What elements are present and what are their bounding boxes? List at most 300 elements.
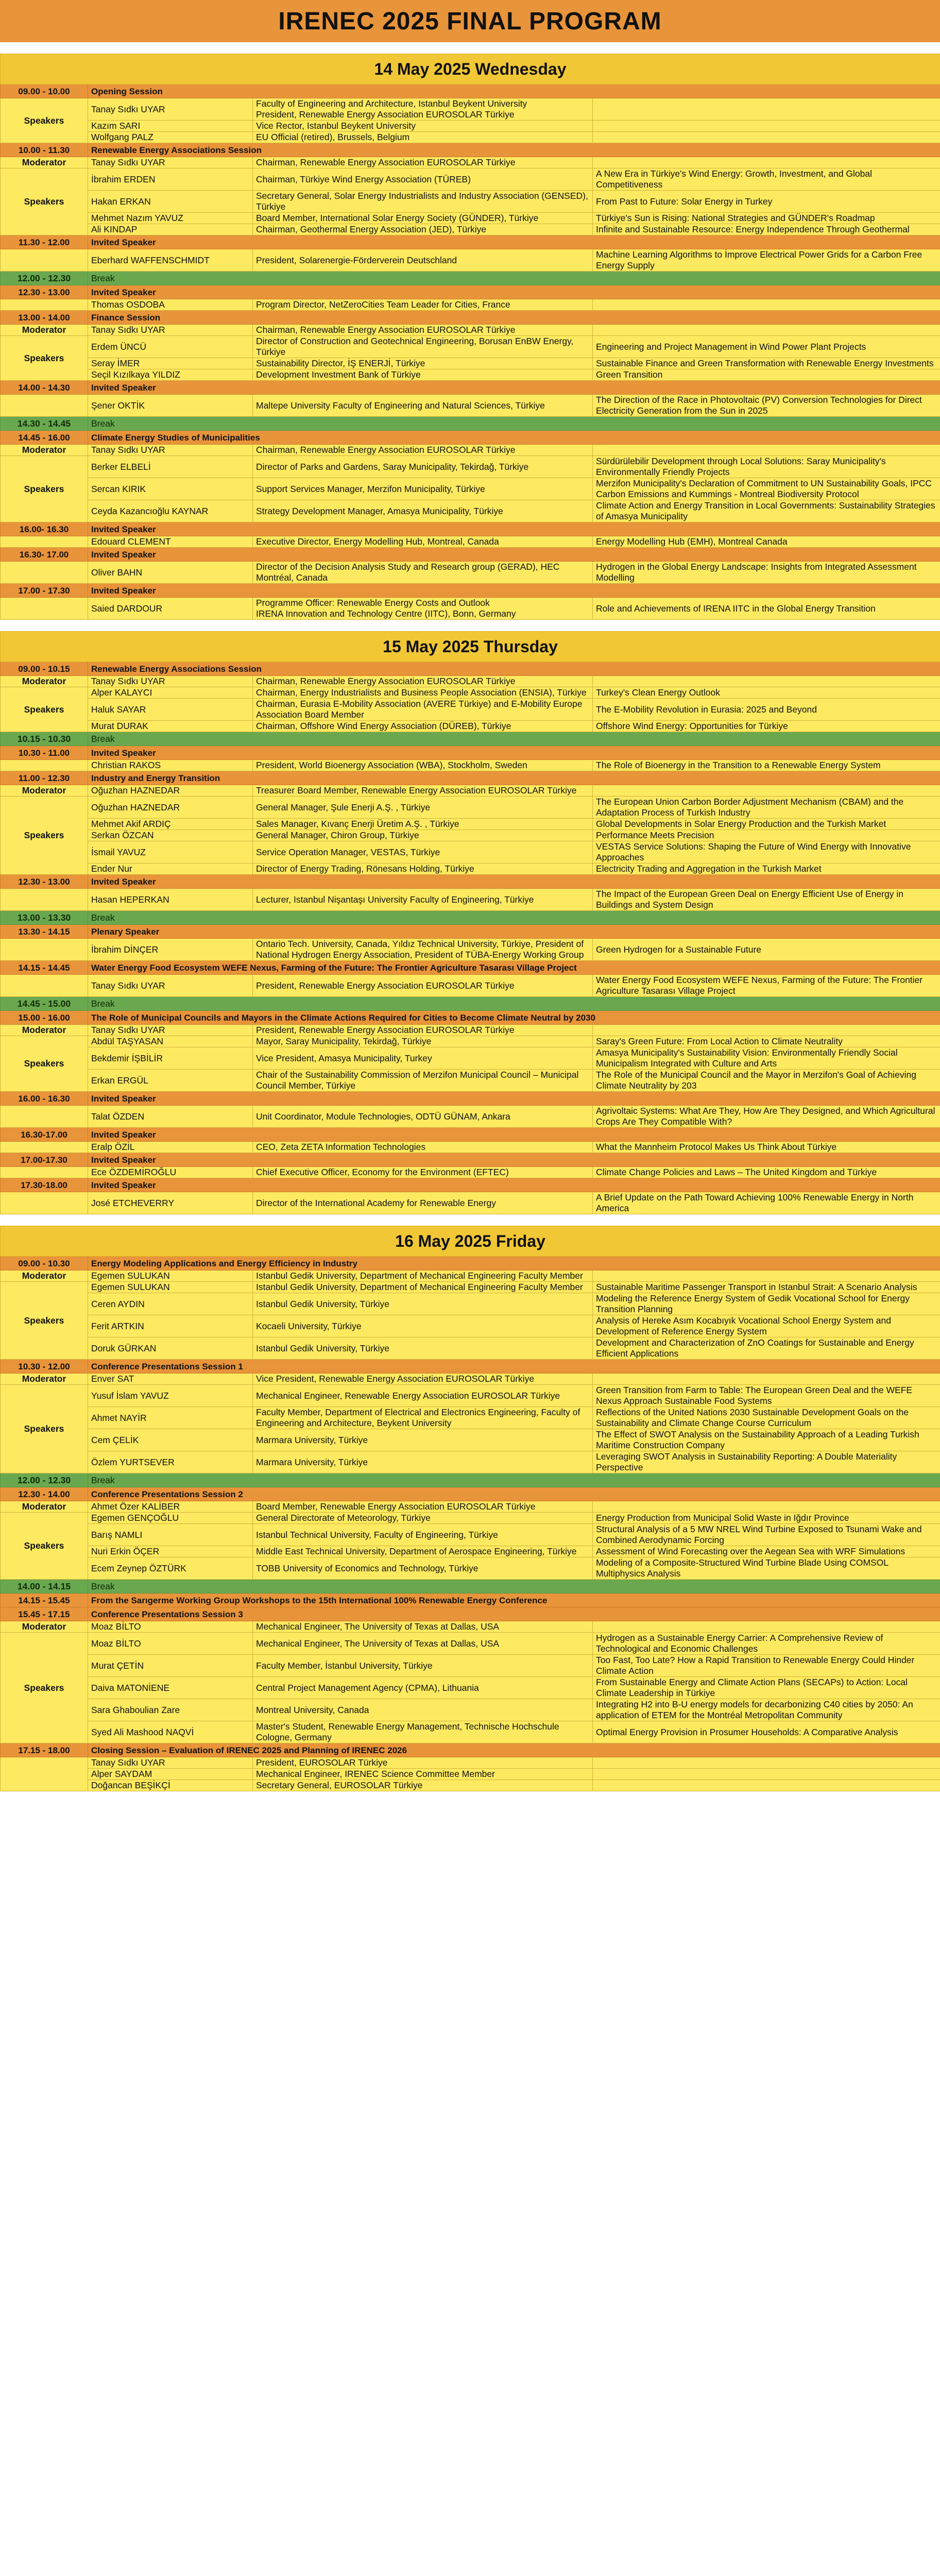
speaker-row [1,224,940,235]
speaker-name: José ETCHEVERRY [88,1192,253,1214]
session-name: Break [88,1580,940,1594]
speaker-affiliation: Director of Parks and Gardens, Saray Municipality, Tekirdağ, Türkiye [253,456,593,478]
talk-title: Hydrogen as a Sustainable Energy Carrier: A Comprehensive Review of Technological and Economic Challenges [593,1633,940,1655]
speaker-name: Sercan KIRIK [88,478,253,500]
talk-title: Sustainable Finance and Green Transformation with Renewable Energy Investments [593,358,940,369]
speaker-row [1,358,940,369]
speaker-affiliation: Faculty Member, Department of Electrical and Electronics Engineering, Faculty of Engineering and Architecture, Beykent University [253,1407,593,1429]
speaker-row [1,785,940,796]
speaker-row [1,191,940,213]
program-title: IRENEC 2025 FINAL PROGRAM [0,0,940,42]
session-header [1,1487,940,1501]
speaker-affiliation: Vice President, Amasya Municipality, Turkey [253,1047,593,1070]
speaker-affiliation: Director of the International Academy for Renewable Energy [253,1192,593,1214]
session-time: 14.45 - 15.00 [1,997,88,1011]
speaker-name: Alper KALAYCI [88,687,253,699]
session-header [1,381,940,395]
day-spacer [0,620,940,631]
session-name: Renewable Energy Associations Session [88,662,940,676]
talk-title: A Brief Update on the Path Toward Achieving 100% Renewable Energy in North America [593,1192,940,1214]
speaker-affiliation: Istanbul Gedik University, Türkiye [253,1337,593,1360]
role-label: Moderator [1,445,88,456]
speaker-affiliation: Unit Coordinator, Module Technologies, ODTÜ GÜNAM, Ankara [253,1106,593,1128]
speaker-name: Doğancan BEŞİKÇİ [88,1780,253,1791]
speaker-row [1,598,940,620]
program-days [0,42,940,1791]
talk-title-empty [593,1621,940,1633]
session-name: Plenary Speaker [88,925,940,939]
speaker-name: Tanay Sıdkı UYAR [88,676,253,687]
speaker-name: Eralp ÖZİL [88,1142,253,1153]
speaker-affiliation: Board Member, International Solar Energy Society (GÜNDER), Türkiye [253,213,593,224]
session-header [1,746,940,760]
talk-title: From Past to Future: Solar Energy in Turkey [593,191,940,213]
talk-title-empty [593,676,940,687]
role-label [1,1167,88,1178]
break-row [1,732,940,746]
speaker-row [1,1769,940,1780]
speaker-row [1,1546,940,1557]
session-time: 17.00-17.30 [1,1153,88,1167]
speaker-row [1,699,940,721]
talk-title: The Direction of the Race in Photovoltaic (PV) Conversion Technologies for Direct Electricity Generation from the Sun in 2025 [593,395,940,417]
speaker-name: Tanay Sıdkı UYAR [88,157,253,168]
speaker-name: Oliver BAHN [88,562,253,584]
session-name: Invited Speaker [88,1153,940,1167]
session-time: 12.00 - 12.30 [1,272,88,285]
session-header [1,1128,940,1142]
talk-title: Sustainable Maritime Passenger Transport in Istanbul Strait: A Scenario Analysis [593,1282,940,1293]
speaker-row [1,1621,940,1633]
speaker-name: Tanay Sıdkı UYAR [88,975,253,997]
talk-title-empty [593,121,940,132]
speaker-row [1,299,940,311]
speaker-name: Moaz BİLTO [88,1633,253,1655]
speaker-row [1,1557,940,1580]
speaker-row [1,478,940,500]
speaker-affiliation: Service Operation Manager, VESTAS, Türkiye [253,841,593,863]
talk-title: Optimal Energy Provision in Prosumer Households: A Comparative Analysis [593,1721,940,1743]
talk-title: VESTAS Service Solutions: Shaping the Future of Wind Energy with Innovative Approaches [593,841,940,863]
speaker-affiliation: Executive Director, Energy Modelling Hub, Montreal, Canada [253,536,593,548]
session-header [1,1092,940,1106]
role-label: Moderator [1,1501,88,1513]
session-name: Invited Speaker [88,746,940,760]
speaker-row [1,1106,940,1128]
speaker-name: Thomas OSDOBA [88,299,253,311]
speaker-affiliation: Maltepe University Faculty of Engineering and Natural Sciences, Türkiye [253,395,593,417]
speaker-affiliation: Development Investment Bank of Türkiye [253,369,593,381]
session-name: Break [88,1473,940,1487]
talk-title: Climate Action and Energy Transition in Local Governments: Sustainability Strategies of Amasya Municipality [593,500,940,522]
talk-title: Offshore Wind Energy: Opportunities for Türkiye [593,721,940,732]
speaker-name: Tanay Sıdkı UYAR [88,1025,253,1036]
speaker-name: Sara Ghaboulian Zare [88,1699,253,1721]
session-name: Finance Session [88,311,940,325]
session-header [1,143,940,157]
speaker-affiliation: Istanbul Gedik University, Department of Mechanical Engineering Faculty Member [253,1282,593,1293]
role-label: Speakers [1,687,88,732]
session-name: Break [88,272,940,285]
session-time: 16.30-17.00 [1,1128,88,1142]
speaker-affiliation: Istanbul Gedik University, Department of Mechanical Engineering Faculty Member [253,1270,593,1282]
speaker-row [1,1282,940,1293]
talk-title: Global Developments in Solar Energy Production and the Turkish Market [593,819,940,830]
talk-title-empty [593,98,940,121]
speaker-affiliation: Istanbul Gedik University, Türkiye [253,1293,593,1315]
talk-title: Infinite and Sustainable Resource: Energy Independence Through Geothermal [593,224,940,235]
speaker-row [1,369,940,381]
speaker-name: Tanay Sıdkı UYAR [88,98,253,121]
speaker-name: Syed Ali Mashood NAQVİ [88,1721,253,1743]
speaker-row [1,1757,940,1769]
speaker-name: Şener OKTİK [88,395,253,417]
talk-title: From Sustainable Energy and Climate Action Plans (SECAPs) to Action: Local Climate Leadership in Türkiye [593,1677,940,1699]
speaker-row [1,676,940,687]
session-header [1,285,940,299]
session-name: Invited Speaker [88,1092,940,1106]
speaker-row [1,157,940,168]
speaker-affiliation: Director of Construction and Geotechnical Engineering, Borusan EnBW Energy, Türkiye [253,336,593,358]
speaker-affiliation: President, Solarenergie-Förderverein Deutschland [253,249,593,272]
talk-title: Merzifon Municipality's Declaration of Commitment to UN Sustainability Goals, IPCC Carbon Emissions and Kummings - Montreal Biodiversity Protocol [593,478,940,500]
talk-title: Sürdürülebilir Development through Local Solutions: Saray Municipality's Environmentally Friendly Projects [593,456,940,478]
session-time: 14.15 - 15.45 [1,1594,88,1607]
speaker-row [1,1025,940,1036]
speaker-row [1,1451,940,1473]
role-label [1,975,88,997]
speaker-row [1,760,940,771]
session-name: Conference Presentations Session 1 [88,1360,940,1374]
speaker-row [1,1513,940,1524]
speaker-row [1,1070,940,1092]
speaker-name: Tanay Sıdkı UYAR [88,1757,253,1769]
speaker-affiliation: Marmara University, Türkiye [253,1451,593,1473]
day-heading: 15 May 2025 Thursday [1,632,940,662]
role-label: Moderator [1,1025,88,1036]
speaker-name: Egemen GENÇOĞLU [88,1513,253,1524]
session-time: 16.00 - 16.30 [1,1092,88,1106]
speaker-name: Erdem ÜNCÜ [88,336,253,358]
session-header [1,1607,940,1621]
day-table [0,54,940,620]
talk-title: Green Transition [593,369,940,381]
session-name: Conference Presentations Session 2 [88,1487,940,1501]
speaker-affiliation: Chairman, Renewable Energy Association EUROSOLAR Türkiye [253,676,593,687]
speaker-name: Egemen SULUKAN [88,1270,253,1282]
talk-title: Hydrogen in the Global Energy Landscape: Insights from Integrated Assessment Modelling [593,562,940,584]
session-time: 13.00 - 14.00 [1,311,88,325]
speaker-row [1,863,940,875]
speaker-row [1,1337,940,1360]
talk-title: A New Era in Türkiye's Wind Energy: Growth, Investment, and Global Competitiveness [593,168,940,191]
session-time: 13.00 - 13.30 [1,911,88,925]
session-name: Break [88,997,940,1011]
day-heading: 16 May 2025 Friday [1,1226,940,1257]
speaker-name: Ece ÖZDEMİROĞLU [88,1167,253,1178]
speaker-affiliation: Vice Rector, Istanbul Beykent University [253,121,593,132]
speaker-row [1,1429,940,1451]
session-name: Industry and Energy Transition [88,771,940,785]
session-time: 14.00 - 14.15 [1,1580,88,1594]
speaker-name: Ender Nur [88,863,253,875]
role-label [1,939,88,961]
talk-title-empty [593,157,940,168]
talk-title-empty [593,1270,940,1282]
role-label: Moderator [1,1621,88,1633]
speaker-row [1,1293,940,1315]
session-time: 16.00- 16.30 [1,522,88,536]
speaker-affiliation: General Manager, Şule Enerji A.Ş. , Türkiye [253,796,593,819]
session-time: 13.30 - 14.15 [1,925,88,939]
talk-title: Modeling the Reference Energy System of Gedik Vocational School for Energy Transition Planning [593,1293,940,1315]
speaker-row [1,721,940,732]
speaker-name: Berker ELBELİ [88,456,253,478]
session-time: 09.00 - 10.00 [1,84,88,98]
speaker-name: Seçil Kızılkaya YILDIZ [88,369,253,381]
speaker-row [1,500,940,522]
speaker-affiliation: Board Member, Renewable Energy Association EUROSOLAR Türkiye [253,1501,593,1513]
speaker-name: Talat ÖZDEN [88,1106,253,1128]
speaker-name: Ecem Zeynep ÖZTÜRK [88,1557,253,1580]
speaker-name: Murat DURAK [88,721,253,732]
session-time: 15.00 - 16.00 [1,1011,88,1025]
speaker-name: İbrahim ERDEN [88,168,253,191]
speaker-affiliation: TOBB University of Economics and Technology, Türkiye [253,1557,593,1580]
session-header [1,1153,940,1167]
speaker-affiliation: Kocaeli University, Türkiye [253,1315,593,1337]
role-label: Speakers [1,168,88,235]
speaker-row [1,687,940,699]
role-label: Speakers [1,1385,88,1473]
speaker-row [1,562,940,584]
speaker-name: Bekdemir İŞBİLİR [88,1047,253,1070]
session-name: Invited Speaker [88,522,940,536]
speaker-row [1,1699,940,1721]
speaker-affiliation: Chief Executive Officer, Economy for the Environment (EFTEC) [253,1167,593,1178]
speaker-affiliation: Montreal University, Canada [253,1699,593,1721]
speaker-row [1,796,940,819]
session-time: 09.00 - 10.30 [1,1257,88,1270]
speaker-row [1,819,940,830]
talk-title: Reflections of the United Nations 2030 Sustainable Development Goals on the Sustainability and Climate Change Course Curriculum [593,1407,940,1429]
speaker-affiliation: Chairman, Renewable Energy Association EUROSOLAR Türkiye [253,445,593,456]
session-header [1,771,940,785]
session-header [1,522,940,536]
speaker-affiliation: CEO, Zeta ZETA Information Technologies [253,1142,593,1153]
session-name: Climate Energy Studies of Municipalities [88,431,940,445]
speaker-row [1,1270,940,1282]
break-row [1,1580,940,1594]
role-label: Speakers [1,1282,88,1360]
speaker-row [1,1167,940,1178]
speaker-name: Abdül TAŞYASAN [88,1036,253,1047]
session-header [1,548,940,562]
speaker-affiliation: Mayor, Saray Municipality, Tekirdağ, Türkiye [253,1036,593,1047]
session-header [1,961,940,975]
session-time: 15.45 - 17.15 [1,1607,88,1621]
speaker-name: Ahmet NAYİR [88,1407,253,1429]
speaker-name: Egemen SULUKAN [88,1282,253,1293]
session-time: 12.30 - 14.00 [1,1487,88,1501]
talk-title: The European Union Carbon Border Adjustment Mechanism (CBAM) and the Adaptation Process of Turkish Industry [593,796,940,819]
speaker-row [1,325,940,336]
speaker-name: Edouard CLEMENT [88,536,253,548]
role-label: Speakers [1,336,88,381]
speaker-row [1,1655,940,1677]
speaker-affiliation: Support Services Manager, Merzifon Municipality, Türkiye [253,478,593,500]
talk-title-empty [593,1780,940,1791]
role-label: Speakers [1,1036,88,1092]
speaker-name: Erkan ERGÜL [88,1070,253,1092]
session-header [1,1011,940,1025]
speaker-row [1,213,940,224]
speaker-row [1,536,940,548]
speaker-row [1,445,940,456]
talk-title: Saray's Green Future: From Local Action to Climate Neutrality [593,1036,940,1047]
speaker-name: Mehmet Nazım YAVUZ [88,213,253,224]
role-label [1,889,88,911]
speaker-name: Ceren AYDIN [88,1293,253,1315]
speaker-affiliation: Strategy Development Manager, Amasya Municipality, Türkiye [253,500,593,522]
speaker-name: Tanay Sıdkı UYAR [88,325,253,336]
speaker-name: Seray İMER [88,358,253,369]
speaker-name: Barış NAMLI [88,1524,253,1546]
talk-title: Structural Analysis of a 5 MW NREL Wind Turbine Exposed to Tsunami Wake and Combined Aerodynamic Forcing [593,1524,940,1546]
speaker-affiliation: President, Renewable Energy Association EUROSOLAR Türkiye [253,975,593,997]
speaker-affiliation: Chairman, Renewable Energy Association EUROSOLAR Türkiye [253,157,593,168]
role-label: Speakers [1,1513,88,1580]
speaker-name: Oğuzhan HAZNEDAR [88,796,253,819]
session-header [1,1178,940,1192]
speaker-name: Alper SAYDAM [88,1769,253,1780]
speaker-name: Murat ÇETİN [88,1655,253,1677]
talk-title: Role and Achievements of IRENA IITC in the Global Energy Transition [593,598,940,620]
role-label [1,562,88,584]
role-label: Moderator [1,785,88,796]
speaker-affiliation: Mechanical Engineer, The University of Texas at Dallas, USA [253,1621,593,1633]
talk-title: Agrivoltaic Systems: What Are They, How Are They Designed, and Which Agricultural Crops Are They Compatible With? [593,1106,940,1128]
day-spacer [0,42,940,54]
talk-title-empty [593,1501,940,1513]
role-label: Moderator [1,325,88,336]
speaker-row [1,132,940,143]
speaker-row [1,1315,940,1337]
speaker-row [1,1501,940,1513]
role-label [1,249,88,272]
talk-title: The Impact of the European Green Deal on Energy Efficient Use of Energy in Buildings and System Design [593,889,940,911]
role-label: Moderator [1,1270,88,1282]
talk-title: Türkiye's Sun is Rising: National Strategies and GÜNDER's Roadmap [593,213,940,224]
session-name: Water Energy Food Ecosystem WEFE Nexus, Farming of the Future: The Frontier Agriculture Tasarası Village Project [88,961,940,975]
speaker-name: Kazım SARI [88,121,253,132]
talk-title: Too Fast, Too Late? How a Rapid Transition to Renewable Energy Could Hinder Climate Action [593,1655,940,1677]
speaker-affiliation: Director of the Decision Analysis Study and Research group (GERAD), HEC Montréal, Canada [253,562,593,584]
break-row [1,1473,940,1487]
session-time: 11.00 - 12.30 [1,771,88,785]
speaker-name: Ahmet Özer KALİBER [88,1501,253,1513]
session-header [1,1257,940,1270]
session-time: 14.30 - 14.45 [1,417,88,431]
speaker-row [1,1374,940,1385]
speaker-name: Moaz BİLTO [88,1621,253,1633]
talk-title-empty [593,325,940,336]
session-time: 10.30 - 11.00 [1,746,88,760]
speaker-name: Serkan ÖZCAN [88,830,253,841]
session-name: Invited Speaker [88,1128,940,1142]
speaker-affiliation: EU Official (retired), Brussels, Belgium [253,132,593,143]
session-time: 14.15 - 14.45 [1,961,88,975]
speaker-name: Eberhard WAFFENSCHMIDT [88,249,253,272]
speaker-row [1,1407,940,1429]
speaker-row [1,121,940,132]
talk-title-empty [593,1757,940,1769]
speaker-row [1,1192,940,1214]
speaker-affiliation: Vice President, Renewable Energy Association EUROSOLAR Türkiye [253,1374,593,1385]
session-time: 10.30 - 12.00 [1,1360,88,1374]
speaker-affiliation: Mechanical Engineer, IRENEC Science Committee Member [253,1769,593,1780]
speaker-row [1,1047,940,1070]
speaker-affiliation: Secretary General, EUROSOLAR Türkiye [253,1780,593,1791]
break-row [1,997,940,1011]
talk-title-empty [593,445,940,456]
speaker-row [1,830,940,841]
session-header [1,1360,940,1374]
talk-title: Modeling of a Composite-Structured Wind Turbine Blade Using COMSOL Multiphysics Analysis [593,1557,940,1580]
role-label [1,1192,88,1214]
session-time: 17.30-18.00 [1,1178,88,1192]
speaker-name: Saied DARDOUR [88,598,253,620]
speaker-name: Tanay Sıdkı UYAR [88,445,253,456]
speaker-affiliation: Secretary General, Solar Energy Industrialists and Industry Association (GENSED), Türkiye [253,191,593,213]
talk-title: Turkey's Clean Energy Outlook [593,687,940,699]
role-label: Moderator [1,676,88,687]
session-name: Invited Speaker [88,875,940,889]
talk-title: Development and Characterization of ZnO Coatings for Sustainable and Energy Efficient Applications [593,1337,940,1360]
speaker-affiliation: Treasurer Board Member, Renewable Energy Association EUROSOLAR Türkiye [253,785,593,796]
role-label [1,1106,88,1128]
speaker-name: Yusuf İslam YAVUZ [88,1385,253,1407]
day-spacer [0,1214,940,1226]
talk-title: Energy Production from Municipal Solid Waste in Iğdır Province [593,1513,940,1524]
session-name: Invited Speaker [88,381,940,395]
speaker-row [1,98,940,121]
speaker-name: Ceyda Kazancıoğlu KAYNAR [88,500,253,522]
speaker-name: Doruk GÜRKAN [88,1337,253,1360]
speaker-row [1,889,940,911]
speaker-row [1,395,940,417]
session-time: 10.15 - 10.30 [1,732,88,746]
session-time: 17.15 - 18.00 [1,1743,88,1757]
speaker-name: Hasan HEPERKAN [88,889,253,911]
speaker-row [1,1633,940,1655]
session-name: From the Sarıgerme Working Group Workshops to the 15th International 100% Renewable Energy Conference [88,1594,940,1607]
speaker-affiliation: Istanbul Technical University, Faculty of Engineering, Türkiye [253,1524,593,1546]
role-label [1,760,88,771]
talk-title: Energy Modelling Hub (EMH), Montreal Canada [593,536,940,548]
session-time: 14.00 - 14.30 [1,381,88,395]
session-time: 14.45 - 16.00 [1,431,88,445]
session-time: 16.30- 17.00 [1,548,88,562]
speaker-name: Hakan ERKAN [88,191,253,213]
session-name: Renewable Energy Associations Session [88,143,940,157]
break-row [1,272,940,285]
speaker-affiliation: Chairman, Renewable Energy Association EUROSOLAR Türkiye [253,325,593,336]
session-header [1,1743,940,1757]
role-label: Moderator [1,157,88,168]
speaker-row [1,249,940,272]
speaker-name: Wolfgang PALZ [88,132,253,143]
